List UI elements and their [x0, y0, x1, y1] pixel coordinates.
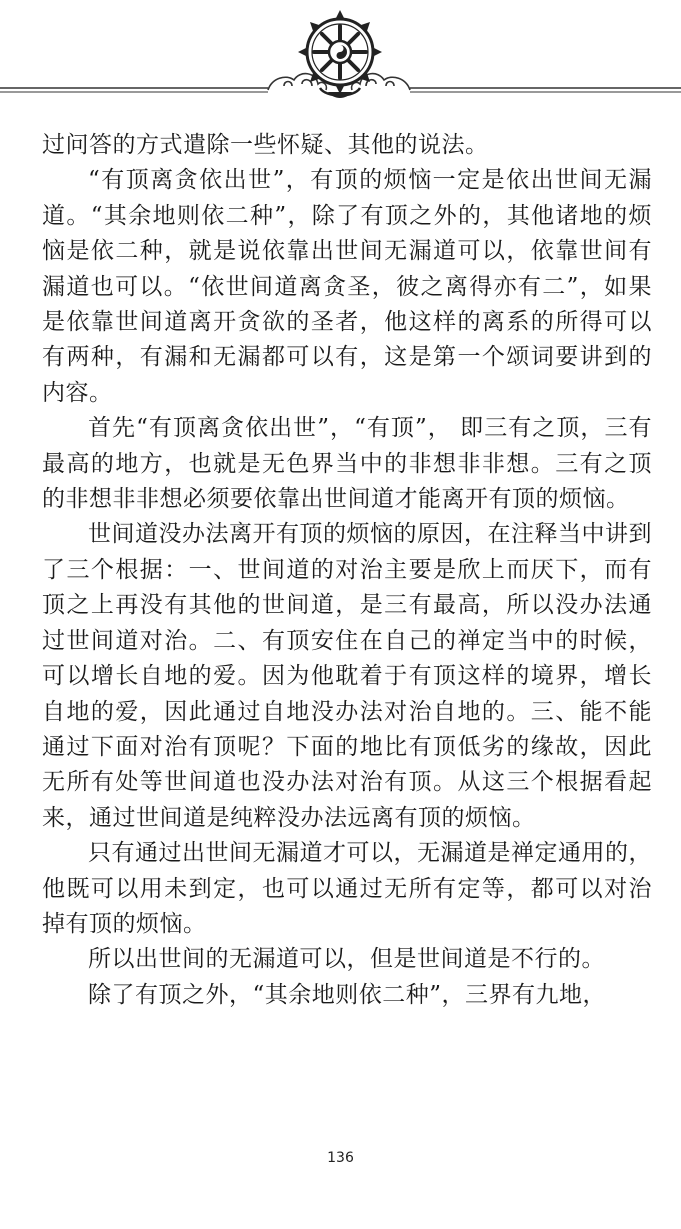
paragraph: 世间道没办法离开有顶的烦恼的原因，在注释当中讲到了三个根据：一、世间道的对治主要是欣上而厌下，而有顶之上再没有其他的世间道，是三有最高，所以没办法通过世间道对治。二、有顶安住在自己的禅定当中的时候，可以增长自地的爱。因为他耽着于有顶这样的境界，增长自地的爱，因此通过自地没办法对治自地的。三、能不能通过下面对治有顶呢？下面的地比有顶低劣的缘故，因此无所有处等世间道也没办法对治有顶。从这三个根据看起来，通过世间道是纯粹没办法远离有顶的烦恼。	[42, 521, 652, 831]
page-number: 136	[327, 1150, 354, 1166]
paragraph: 除了有顶之外，“其余地则依二种”，三界有九地，	[88, 981, 607, 1008]
dharma-wheel-icon	[298, 10, 382, 98]
paragraph: 过问答的方式遣除一些怀疑、其他的说法。	[42, 132, 489, 158]
header-ornament-graphic	[0, 0, 681, 110]
page-header-ornament	[0, 0, 681, 110]
paragraph: “有顶离贪依出世”，有顶的烦恼一定是依出世间无漏道。“其余地则依二种”，除了有顶之外的，其他诸地的烦恼是依二种，就是说依靠出世间无漏道可以，依靠世间有漏道也可以。“依世间道离贪圣，彼之离得亦有二”，如果是依靠世间道离开贪欲的圣者，他这样的离系的所得可以有两种，有漏和无漏都可以有，这是第一个颂词要讲到的内容。	[42, 167, 652, 406]
body-text	[42, 128, 652, 1013]
paragraph: 所以出世间的无漏道可以，但是世间道是不行的。	[88, 946, 605, 973]
paragraph: 只有通过出世间无漏道才可以，无漏道是禅定通用的，他既可以用未到定，也可以通过无所有定等，都可以对治掉有顶的烦恼。	[42, 840, 652, 937]
paragraph: 首先“有顶离贪依出世”，“有顶”， 即三有之顶，三有最高的地方，也就是无色界当中的非想非非想。三有之顶的非想非非想必须要依靠出世间道才能离开有顶的烦恼。	[42, 415, 652, 513]
